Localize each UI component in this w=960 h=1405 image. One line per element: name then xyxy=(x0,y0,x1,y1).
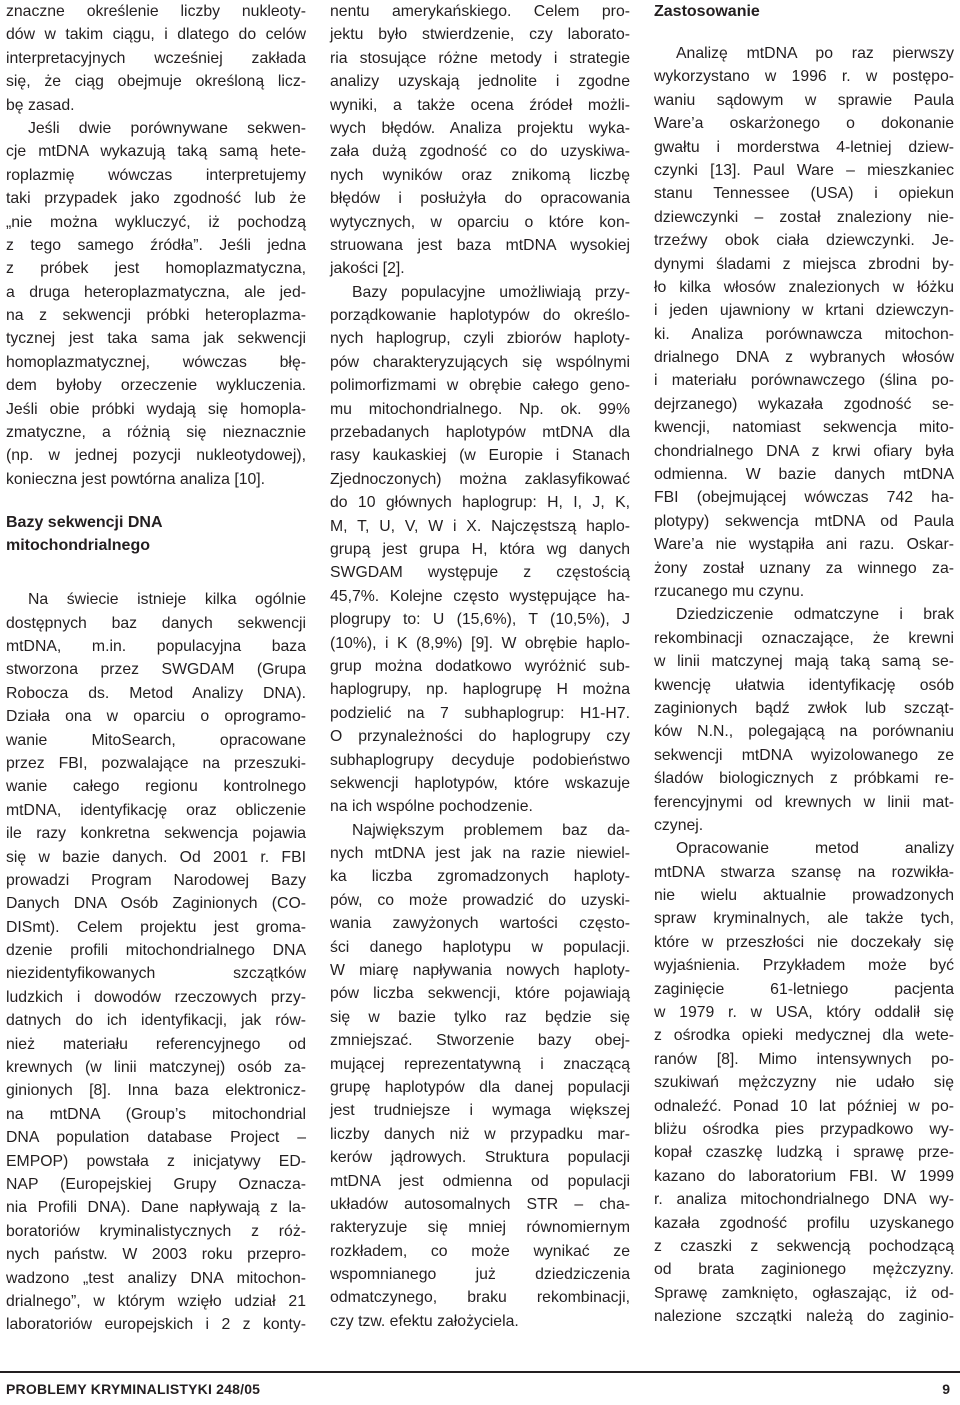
text-line: kopał czaszkę ludzką i sprawę prze- xyxy=(654,1144,954,1162)
text-line: dynymi śladami z miejsca zbrodni by- xyxy=(654,255,954,273)
text-line: waniu sądowym w sprawie Paula xyxy=(654,91,954,109)
text-line: bę zasad. xyxy=(6,96,75,114)
text-line: podzielić na 7 subhaplogrup: H1-H7. xyxy=(330,704,630,722)
text-line: mtDNA stwarza szansę na rozwikła- xyxy=(654,863,954,881)
text-line: kazano do laboratorium FBI. W 1999 xyxy=(654,1167,954,1185)
text-line: nalezione szczątki należą do zaginio- xyxy=(654,1308,954,1326)
text-line: z próbek jest homoplazmatyczna, xyxy=(6,260,306,278)
text-line: plogrupy to: U (15,6%), T (10,5%), J xyxy=(330,611,630,629)
text-line: nia Profili DNA). Dane napływają z la- xyxy=(6,1199,306,1217)
text-line: drialnego”, w którym wzięło udział 21 xyxy=(6,1292,306,1310)
text-line: na z sekwencji próbki heteroplazma- xyxy=(6,307,306,325)
text-line: SWGDAM występuje z częstością xyxy=(330,564,630,582)
text-line: kerów jądrowych. Struktura populacji xyxy=(330,1149,630,1167)
column-3 xyxy=(654,0,954,1328)
text-line: na ich wspólne pochodzenie. xyxy=(330,798,533,816)
text-line: chondrialnego DNA z krwi ofiary była xyxy=(654,442,954,460)
text-line: jest trudniejsze i wymaga większej xyxy=(330,1102,630,1120)
text-line: wykorzystano w 1996 r. w postępo- xyxy=(654,68,954,86)
text-line: gwałtu i morderstwa 4-letniej dziew- xyxy=(654,138,954,156)
text-line: ków N.N., polegającą na porównaniu xyxy=(654,723,954,741)
text-line: stworzona przez SWGDAM (Grupa xyxy=(6,661,306,679)
text-line: wyniki, a także ocena źródeł możli- xyxy=(330,96,630,114)
paragraph-database-problem xyxy=(330,819,630,1334)
section-heading-databases xyxy=(6,511,306,557)
text-line: datnych do ich identyfikacji, jak rów- xyxy=(6,1012,306,1030)
text-line: w linii matczynej mają taką samą se- xyxy=(654,653,954,671)
section-heading-application: Zastosowanie xyxy=(654,3,760,20)
text-line: odnaleźć. Ponad 10 lat później w po- xyxy=(654,1097,954,1115)
text-line: kwencji, natomiast sekwencja mito- xyxy=(654,419,954,437)
footer-rule xyxy=(0,1371,960,1373)
paragraph-missing-person-case xyxy=(654,837,954,1328)
text-line: sekwencji mtDNA wyizolowanego ze xyxy=(654,746,954,764)
text-line: sekwencji haplotypów, które wskazuje xyxy=(330,774,630,792)
text-line: przebadanych haplotypów mtDNA dla xyxy=(330,424,630,442)
text-line: nych haplogrup, czyli zbiorów haploty- xyxy=(330,330,630,348)
text-line: nych mtDNA jest jak na razie niewiel- xyxy=(330,845,630,863)
journal-footer: PROBLEMY KRYMINALISTYKI 248/05 xyxy=(6,1381,261,1397)
text-line: W miarę napływania nowych haploty- xyxy=(330,962,630,980)
text-line: wania zawyżonych wartości często- xyxy=(330,915,630,933)
text-line: O przynależności do haplogrupy czy xyxy=(330,728,630,746)
text-line: żony został uznany za winnego za- xyxy=(654,559,954,577)
text-line: jakości [2]. xyxy=(330,260,405,278)
text-line: FBI (obejmującej wówczas 742 ha- xyxy=(654,489,954,507)
text-line: Ware’a oskarżonego o dokonanie xyxy=(654,115,954,133)
heading-line: mitochondrialnego xyxy=(6,537,150,555)
text-line: wyjaśnienia. Przykładem może być xyxy=(654,957,954,975)
text-line: Analizę mtDNA po raz pierwszy xyxy=(676,45,954,62)
text-line: mu mitochondrialnego. Np. ok. 99% xyxy=(330,400,630,418)
text-line: 45,7%. Kolejne często występujące ha- xyxy=(330,587,630,605)
text-line: się, że ciąg obejmuje określoną licz- xyxy=(6,73,306,91)
text-line: DISmt). Celem projektu jest groma- xyxy=(6,918,306,936)
text-line: ło kilka włosów znalezionych w łóżku xyxy=(654,278,954,296)
text-line: wadzono „test analizy DNA mitochon- xyxy=(6,1269,306,1287)
text-line: i materiału porównawczego (ślina po- xyxy=(654,372,954,390)
text-line: ki. Analiza porównawcza mitochon- xyxy=(654,325,954,343)
text-line: rekombinacji oznaczające, że krewni xyxy=(654,629,954,647)
text-line: dziewczynki – został znaleziony nie- xyxy=(654,208,954,226)
text-line: rozkładem, co może wynikać ze xyxy=(330,1242,630,1260)
text-line: dejrzanego) wykazała zgodność se- xyxy=(654,395,954,413)
text-line: Bazy populacyjne umożliwiają przy- xyxy=(352,283,630,301)
text-line: stanu Tennessee (USA) i opiekun xyxy=(654,185,954,203)
text-line: trzeźwy obok ciała dziewczynki. Je- xyxy=(654,232,954,250)
text-line: ludzkich i dowodów rzeczowych przy- xyxy=(6,988,306,1006)
text-line: ferencyjnymi od krewnych w linii mat- xyxy=(654,793,954,811)
text-line: rakteryzuje się mniej równomiernym xyxy=(330,1219,630,1237)
text-line: na mtDNA (Group’s mitochondrial xyxy=(6,1105,306,1123)
text-line: roplazmię wówczas interpretujemy xyxy=(6,166,306,184)
text-line: analizy uzyskają jednolite i zgodne xyxy=(330,73,630,91)
text-line: mtDNA, m.in. populacyjna baza xyxy=(6,637,306,655)
text-line: Sprawę zamknięto, ogłaszając, iż od- xyxy=(654,1284,954,1302)
text-line: ka liczba zgromadzonych haploty- xyxy=(330,868,630,886)
text-line: niezidentyfikowanych szczątków xyxy=(6,965,306,983)
text-line: porządkowanie haplotypów do określo- xyxy=(330,307,630,325)
text-line: zała dużą zgodność co do uzyskiwa- xyxy=(330,143,630,161)
text-line: układów autosomalnych STR – cha- xyxy=(330,1195,630,1213)
text-line: DNA population database Project – xyxy=(6,1129,306,1147)
text-line: śladów biologicznych z próbkami re- xyxy=(654,770,954,788)
text-line: czynki [13]. Paul Ware – mieszkaniec xyxy=(654,161,954,179)
text-line: spraw kryminalnych, ale także tych, xyxy=(654,910,954,928)
text-line: zaginionych bądź zwłok lub szcząt- xyxy=(654,699,954,717)
paragraph-haplogroups xyxy=(330,281,630,819)
text-line: Największym problemem baz da- xyxy=(352,821,630,839)
text-line: kwencję ułatwia identyfikację osób xyxy=(654,676,954,694)
text-line: subhaplogrupy decyduje podobieństwo xyxy=(330,751,630,769)
text-line: M, T, U, V, W i X. Najczęstszą haplo- xyxy=(330,517,630,535)
text-line: do 10 głównych haplogrup: H, I, J, K, xyxy=(330,494,630,512)
text-line: r. analiza mitochondrialnego DNA wy- xyxy=(654,1191,954,1209)
page-number: 9 xyxy=(942,1381,950,1397)
text-line: cje mtDNA wykazują taką samą hete- xyxy=(6,143,306,161)
text-line: czynej. xyxy=(654,816,704,834)
column-2 xyxy=(330,0,630,1333)
text-line: rzucanego mu czynu. xyxy=(654,582,805,600)
text-line: drialnego DNA z wybranych włosów xyxy=(654,349,954,367)
text-line: grupą jest grupa H, która wg danych xyxy=(330,540,630,558)
text-line: zaginięcie 61-letniego pacjenta xyxy=(654,980,954,998)
text-line: wspomnianego już dziedziczenia xyxy=(330,1266,630,1284)
text-line: odmienna. W bazie danych mtDNA xyxy=(654,466,954,484)
text-line: laboratoriów europejskich i 2 z konty- xyxy=(6,1316,306,1334)
text-line: Ware’a nie wystąpiła ani razu. Oskar- xyxy=(654,536,954,554)
text-line: homoplazmatycznej, wówczas błę- xyxy=(6,353,306,371)
text-line: jektu było stwierdzenie, czy laborato- xyxy=(330,26,630,44)
text-line: nych wyników oraz znikomą liczbę xyxy=(330,166,630,184)
paragraph-databases xyxy=(6,588,306,1337)
text-line: nież materiału referencyjnego od xyxy=(6,1035,306,1053)
text-line: (np. w jednej pozycji nukleotydowej), xyxy=(6,447,306,465)
text-line: ści danego haplotypu w populacji. xyxy=(330,938,630,956)
text-line: z czaszki z sekwencją pochodzącą xyxy=(654,1237,954,1255)
text-line: mtDNA jest odmienna od populacji xyxy=(330,1172,630,1190)
text-line: wanie MitoSearch, opracowane xyxy=(6,731,306,749)
text-line: dów w takim ciągu, i dlatego do celów xyxy=(6,26,306,44)
text-line: krewnych (w linii matczynej) osób za- xyxy=(6,1059,306,1077)
paragraph-continuation xyxy=(6,0,306,117)
text-line: polimorfizmami w obrębie całego geno- xyxy=(330,377,630,395)
text-line: mującej reprezentatywną i znaczącą xyxy=(330,1055,630,1073)
text-line: wytycznych, w oparciu o które kon- xyxy=(330,213,630,231)
text-line: odmatczynego, braku rekombinacji, xyxy=(330,1289,630,1307)
text-line: tycznej jest taka sama jak sekwencji xyxy=(6,330,306,348)
text-line: wych błędów. Analiza projektu wyka- xyxy=(330,119,630,137)
text-line: grupę haplotypów dla danej populacji xyxy=(330,1078,630,1096)
text-line: haplogrupy, np. haplogrupę H można xyxy=(330,681,630,699)
text-line: ginionych [8]. Inna baza elektronicz- xyxy=(6,1082,306,1100)
text-line: liczby danych niż w przypadku mar- xyxy=(330,1125,630,1143)
text-line: z tego samego źródła”. Jeśli jedna xyxy=(6,236,306,254)
text-line: struowana jest baza mtDNA wysokiej xyxy=(330,236,630,254)
paragraph-maternal-inheritance xyxy=(654,603,954,837)
text-line: z ośrodka opieki medycznej dla wete- xyxy=(654,1027,954,1045)
text-line: ranów [8]. Mimo intensywnych po- xyxy=(654,1050,954,1068)
text-line: się w bazie danych. Od 2001 r. FBI xyxy=(6,848,306,866)
text-line: dem byłoby orzeczenie wykluczenia. xyxy=(6,377,306,395)
text-line: (10%), i K (8,9%) [9]. W obrębie haplo- xyxy=(330,634,630,652)
text-line: plotypy) sekwencja mtDNA od Paula xyxy=(654,512,954,530)
text-line: w 1979 r. w USA, który oddalił się xyxy=(654,1004,954,1022)
text-line: pów charakteryzujących się wspólnymi xyxy=(330,353,630,371)
text-line: od brata zaginionego mężczyzny. xyxy=(654,1261,954,1279)
text-line: „nie można wykluczyć, iż pochodzą xyxy=(6,213,306,231)
text-line: Jeśli dwie porównywane sekwen- xyxy=(28,119,306,137)
text-line: bliżu ośrodka pies przypadkowo wy- xyxy=(654,1120,954,1138)
text-line: nych państw. W 2003 roku przepro- xyxy=(6,1246,306,1264)
text-line: pów, co może prowadzić do uzyski- xyxy=(330,891,630,909)
text-line: ile razy konkretna sekwencja pojawia xyxy=(6,825,306,843)
text-line: które w przeszłości nie doczekały się xyxy=(654,933,954,951)
text-line: Robocza ds. Metod Analizy DNA). xyxy=(6,684,306,702)
text-line: błędów i posłużyła do opracowania xyxy=(330,190,630,208)
column-1 xyxy=(6,0,306,1337)
text-line: mtDNA, identyfikację oraz obliczenie xyxy=(6,801,306,819)
text-line: dzenie profili mitochondrialnego DNA xyxy=(6,942,306,960)
text-line: rasy kaukaskiej (w Europie i Stanach xyxy=(330,447,630,465)
text-line: czy tzw. efektu założyciela. xyxy=(330,1312,519,1330)
text-line: grup można dodatkowo wyróżnić sub- xyxy=(330,657,630,675)
text-line: Zjednoczonych) można zaklasyfikować xyxy=(330,470,630,488)
paragraph-heteroplasmy xyxy=(6,117,306,491)
heading-line: Bazy sekwencji DNA xyxy=(6,514,163,532)
text-line: znaczne określenie liczby nukleoty- xyxy=(6,3,306,20)
text-line: interpretacyjnych wcześniej zakłada xyxy=(6,49,306,67)
text-line: szukiwań mężczyzny nie udało się xyxy=(654,1074,954,1092)
text-line: zmniejszać. Stworzenie bazy obej- xyxy=(330,1032,630,1050)
text-line: a druga heteroplazmatyczna, ale jed- xyxy=(6,283,306,301)
text-line: prowadzi Program Narodowej Bazy xyxy=(6,871,306,889)
text-line: i jeden ujawniony w krtani dziewczyn- xyxy=(654,302,954,320)
text-line: wanie całego regionu kontrolnego xyxy=(6,778,306,796)
text-line: Działa ona w oparciu o oprogramo- xyxy=(6,708,306,726)
paragraph-paul-ware-case xyxy=(654,42,954,603)
text-line: nie wielu aktualnie prowadzonych xyxy=(654,887,954,905)
text-line: NAP (Europejskiej Grupy Oznacza- xyxy=(6,1175,306,1193)
text-line: pów liczba sekwencji, które pojawiają xyxy=(330,985,630,1003)
text-line: boratoriów kryminalistycznych z róż- xyxy=(6,1222,306,1240)
text-line: nentu amerykańskiego. Celem pro- xyxy=(330,3,630,20)
text-line: EMPOP) powstała z inicjatywy ED- xyxy=(6,1152,306,1170)
text-line: Dziedziczenie odmatczyne i brak xyxy=(676,606,954,624)
text-line: Jeśli obie próbki wydają się homopla- xyxy=(6,400,306,418)
text-line: Opracowanie metod analizy xyxy=(676,840,954,858)
text-line: dostępnych baz danych sekwencji xyxy=(6,614,306,632)
text-line: Na świecie istnieje kilka ogólnie xyxy=(28,591,306,609)
text-line: ria stosujące różne metody i strategie xyxy=(330,49,630,67)
text-line: konieczna jest powtórna analiza [10]. xyxy=(6,470,266,488)
text-line: taki przypadek jako zgodność lub że xyxy=(6,190,306,208)
text-line: się w bazie tylko raz będzie się xyxy=(330,1008,630,1026)
text-line: Danych DNA Osób Zaginionych (CO- xyxy=(6,895,306,913)
text-line: zmatyczne, a różnią się nieznacznie xyxy=(6,424,306,442)
paragraph-empop-test xyxy=(330,0,630,281)
text-line: przez FBI, pozwalające na przeszuki- xyxy=(6,754,306,772)
text-line: kazała zgodność profilu uzyskanego xyxy=(654,1214,954,1232)
